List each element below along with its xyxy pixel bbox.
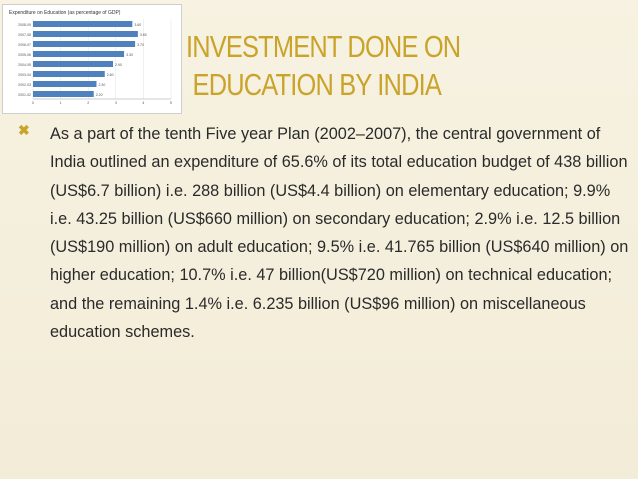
x-tick-label: 4 xyxy=(142,101,145,105)
bullet-text: As a part of the tenth Five year Plan (2002–2007), the central government of India outlined an expenditure of 65.6% of its total education budget of 438 billion (US$6.7 billion) i.e. 288 billion (US$4.4 billion) on elementary education; 9.9% i.e. 43.25 billion (US$660 million) on secondary education; 2.9% i.e. 12.5 billion (US$190 million) on adult education; 9.5% i.e. 41.765 billion (US$640 million) on higher education; 10.7% i.e. 47 billion(US$720 million) on technical education; and the remaining 1.4% i.e. 6.235 billion (US$96 million) on miscellaneous education schemes. xyxy=(50,125,629,342)
x-tick-label: 0 xyxy=(32,101,34,105)
chart-bar xyxy=(33,71,105,77)
value-label: 2.20 xyxy=(95,93,103,97)
value-label: 3.70 xyxy=(137,43,144,47)
chart-bar xyxy=(33,81,96,87)
slide-title xyxy=(186,28,461,104)
expenditure-chart-image xyxy=(2,4,182,114)
category-label: 2002-03 xyxy=(18,83,31,87)
chart-bar xyxy=(33,91,94,97)
category-label: 2006-07 xyxy=(18,43,31,47)
x-mark-icon: ✖ xyxy=(18,122,30,138)
value-label: 3.80 xyxy=(139,33,147,37)
category-label: 2007-08 xyxy=(18,33,31,37)
value-label: 3.30 xyxy=(126,53,133,57)
title-line-2: EDUCATION BY INDIA xyxy=(192,67,441,102)
x-tick-label: 5 xyxy=(170,101,172,105)
chart-bar xyxy=(33,41,135,47)
category-label: 2004-05 xyxy=(18,63,31,67)
category-label: 2008-09 xyxy=(18,23,31,27)
chart-bar xyxy=(33,61,113,67)
value-label: 2.90 xyxy=(115,63,122,67)
chart-title: Expenditure on Education (as percentage of GDP) xyxy=(9,10,121,16)
value-label: 2.30 xyxy=(98,83,106,87)
title-line-1: INVESTMENT DONE ON xyxy=(186,29,461,64)
x-tick-label: 3 xyxy=(114,101,117,105)
category-label: 2001-02 xyxy=(18,93,31,97)
chart-bar xyxy=(33,51,124,57)
chart-svg xyxy=(3,5,181,113)
chart-bar xyxy=(33,21,132,27)
value-label: 2.60 xyxy=(106,73,114,77)
x-tick-label: 1 xyxy=(59,101,62,105)
value-label: 3.60 xyxy=(134,23,142,27)
category-label: 2005-06 xyxy=(18,53,31,57)
category-label: 2003-04 xyxy=(18,73,31,77)
chart-bar xyxy=(33,31,138,37)
x-tick-label: 2 xyxy=(87,101,90,105)
